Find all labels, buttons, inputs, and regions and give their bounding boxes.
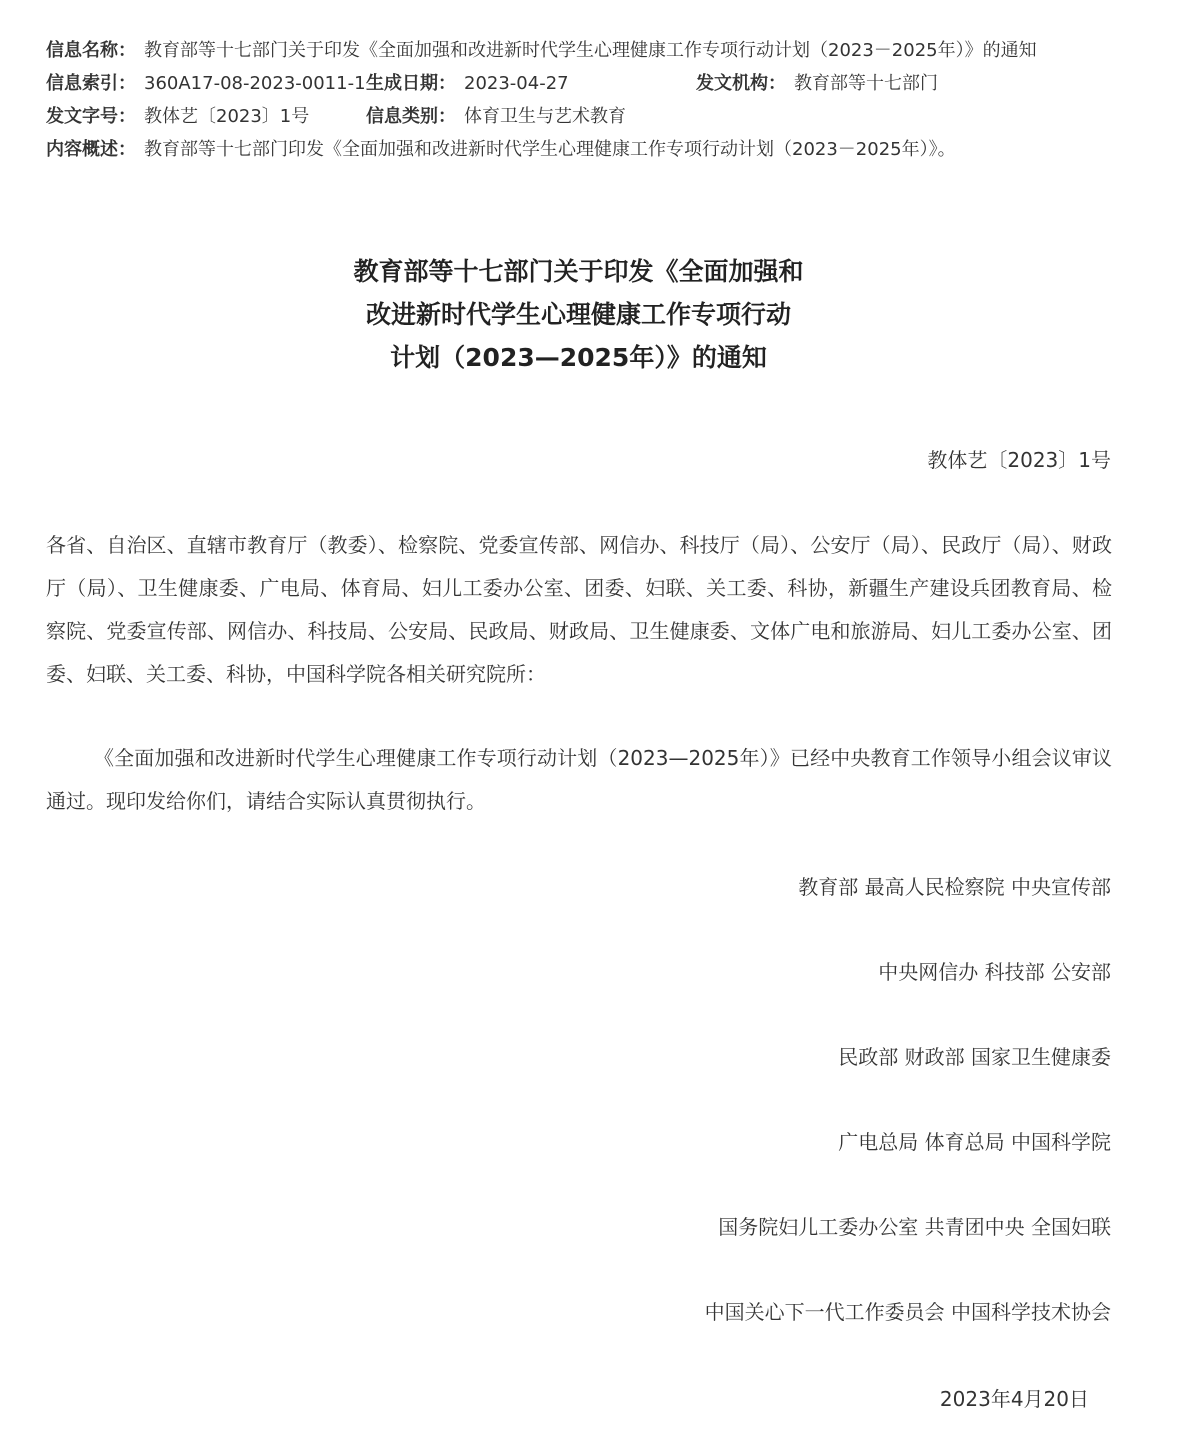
meta-org-value: 教育部等十七部门	[794, 73, 938, 94]
title-line-3: 计划（2023—2025年）》的通知	[390, 343, 767, 372]
signer-line-3: 民政部 财政部 国家卫生健康委	[838, 1045, 1111, 1069]
document-date: 2023年4月20日	[939, 1387, 1089, 1411]
title-line-2: 改进新时代学生心理健康工作专项行动	[365, 300, 791, 329]
recipients-paragraph: 各省、自治区、直辖市教育厅（教委）、检察院、党委宣传部、网信办、科技厅（局）、公安厅（局）、民政厅（局）、财政厅（局）、卫生健康委、广电局、体育局、妇儿工委办公室、团委、妇联、关工委、科协，新疆生产建设兵团教育局、检察院、党委宣传部、网信办、科技局、公安局、民政局、财政局、卫生健康委、文体广电和旅游局、妇儿工委办公室、团委、妇联、关工委、科协，中国科学院各相关研究院所：	[46, 533, 1112, 686]
meta-row-name	[46, 34, 1146, 67]
document-number: 教体艺〔2023〕1号	[927, 448, 1111, 472]
document-title	[0, 250, 1157, 379]
signer-line-4: 广电总局 体育总局 中国科学院	[838, 1130, 1111, 1154]
meta-row-index	[46, 67, 1146, 100]
meta-docno-label: 发文字号：	[46, 106, 136, 127]
title-line-1: 教育部等十七部门关于印发《全面加强和	[353, 257, 804, 286]
meta-row-docno	[46, 100, 1146, 133]
meta-date-label: 生成日期：	[366, 73, 456, 94]
document-metadata	[46, 34, 1146, 166]
body-paragraph: 《全面加强和改进新时代学生心理健康工作专项行动计划（2023—2025年）》已经中央教育工作领导小组会议审议通过。现印发给你们，请结合实际认真贯彻执行。	[46, 746, 1112, 813]
signer-line-6: 中国关心下一代工作委员会 中国科学技术协会	[704, 1300, 1111, 1324]
meta-name-value: 教育部等十七部门关于印发《全面加强和改进新时代学生心理健康工作专项行动计划（2023－2025年）》的通知	[144, 40, 1037, 61]
meta-summary-value: 教育部等十七部门印发《全面加强和改进新时代学生心理健康工作专项行动计划（2023－2025年）》。	[144, 139, 956, 160]
meta-docno-value: 教体艺〔2023〕1号	[144, 106, 310, 127]
meta-category-value: 体育卫生与艺术教育	[464, 106, 626, 127]
meta-date-value: 2023-04-27	[464, 73, 569, 94]
meta-index-value: 360A17-08-2023-0011-1	[144, 73, 366, 94]
signer-line-1: 教育部 最高人民检察院 中央宣传部	[798, 875, 1111, 899]
meta-summary-label: 内容概述：	[46, 139, 136, 160]
signer-line-2: 中央网信办 科技部 公安部	[878, 960, 1111, 984]
meta-name-label: 信息名称：	[46, 40, 136, 61]
meta-category-label: 信息类别：	[366, 106, 456, 127]
meta-index-label: 信息索引：	[46, 73, 136, 94]
signer-line-5: 国务院妇儿工委办公室 共青团中央 全国妇联	[718, 1215, 1111, 1239]
meta-org-label: 发文机构：	[696, 73, 786, 94]
meta-row-summary	[46, 133, 1146, 166]
